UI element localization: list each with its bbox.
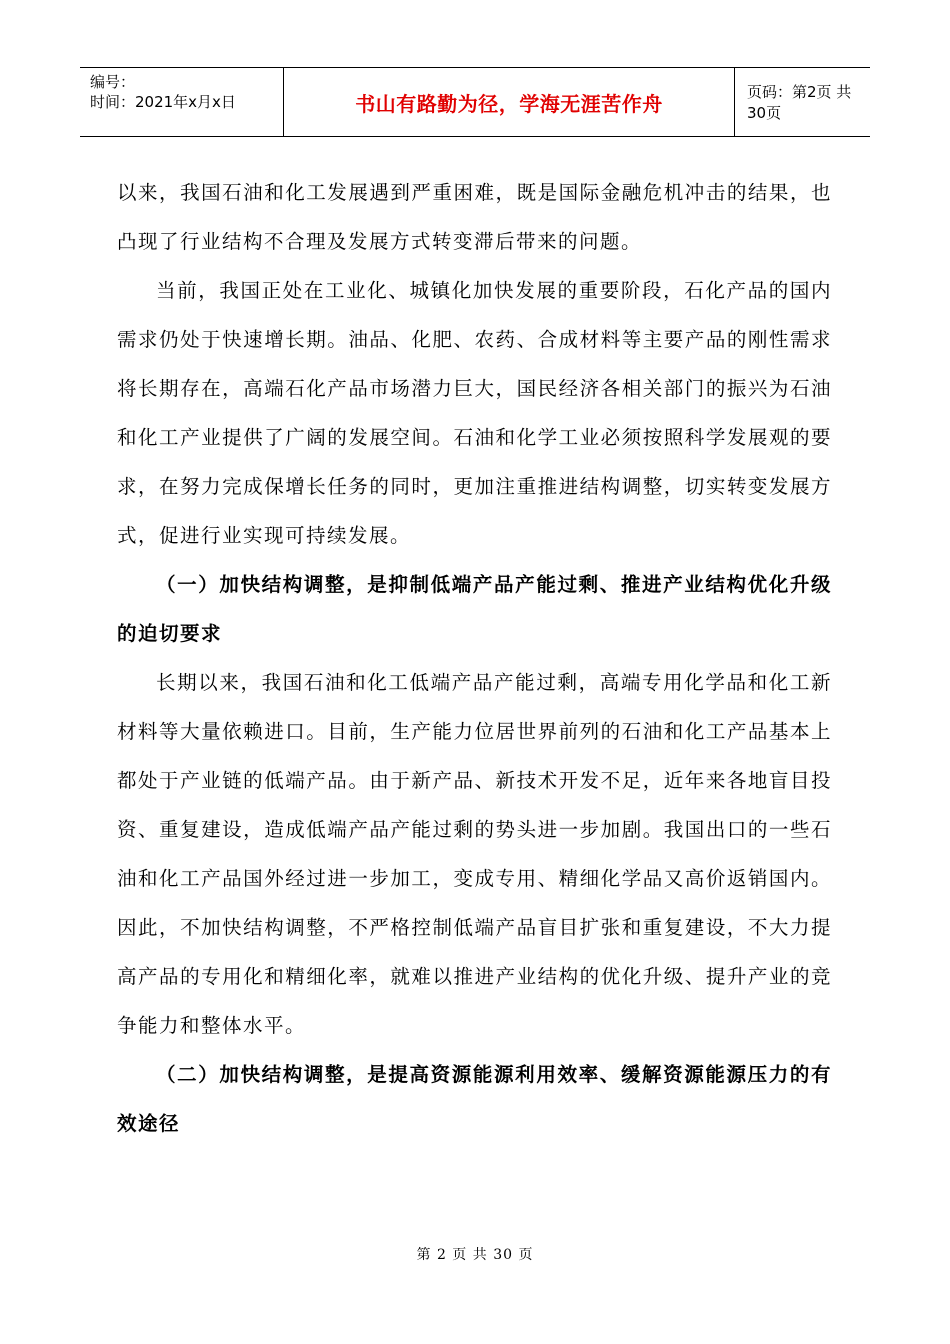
section-heading-1: （一）加快结构调整，是抑制低端产品产能过剩、推进产业结构优化升级的迫切要求 [117, 573, 832, 645]
section-heading-2: （二）加快结构调整，是提高资源能源利用效率、缓解资源能源压力的有效途径 [117, 1063, 832, 1135]
header-page-info-cell [735, 68, 870, 136]
paragraph-continuation: 以来，我国石油和化工发展遇到严重困难，既是国际金融危机冲击的结果，也凸现了行业结构不合理及发展方式转变滞后带来的问题。 [117, 181, 832, 253]
page-header [80, 67, 870, 137]
header-motto: 书山有路勤为径，学海无涯苦作舟 [355, 91, 663, 116]
document-number-label: 编号： [90, 73, 136, 91]
paragraph-current-situation: 当前，我国正处在工业化、城镇化加快发展的重要阶段，石化产品的国内需求仍处于快速增长期。油品、化肥、农药、合成材料等主要产品的刚性需求将长期存在，高端石化产品市场潜力巨大，国民经济各相关部门的振兴为石油和化工产业提供了广阔的发展空间。石油和化学工业必须按照科学发展观的要求，在努力完成保增长任务的同时，更加注重推进结构调整，切实转变发展方式，促进行业实现可持续发展。 [117, 279, 832, 547]
header-meta [80, 68, 284, 136]
document-body [117, 168, 832, 1148]
page-footer: 第 2 页 共 30 页 [416, 1247, 534, 1263]
paragraph-low-end-overcapacity: 长期以来，我国石油和化工低端产品产能过剩，高端专用化学品和化工新材料等大量依赖进口。目前，生产能力位居世界前列的石油和化工产品基本上都处于产业链的低端产品。由于新产品、新技术开发不足，近年来各地盲目投资、重复建设，造成低端产品产能过剩的势头进一步加剧。我国出口的一些石油和化工产品国外经过进一步加工，变成专用、精细化学品又高价返销国内。因此，不加快结构调整，不严格控制低端产品盲目扩张和重复建设，不大力提高产品的专用化和精细化率，就难以推进产业结构的优化升级、提升产业的竞争能力和整体水平。 [117, 671, 832, 1037]
header-motto-cell [284, 68, 735, 136]
header-page-info: 页码：第2页 共30页 [747, 83, 852, 122]
document-date-label: 时间：2021年x月x日 [90, 93, 236, 111]
